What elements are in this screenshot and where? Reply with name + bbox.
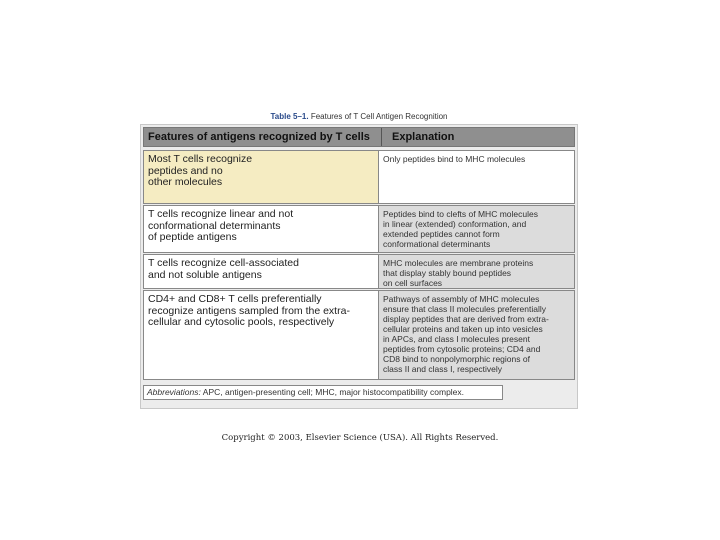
table-row — [143, 150, 575, 204]
copyright-notice: Copyright © 2003, Elsevier Science (USA). All Rights Reserved. — [221, 433, 499, 443]
table-row — [143, 254, 575, 289]
feature-cell: T cells recognize cell-associated and not soluble antigens — [143, 254, 379, 289]
antigen-recognition-table — [140, 124, 578, 409]
caption-label: Table 5–1. — [270, 112, 309, 121]
explanation-cell: Only peptides bind to MHC molecules — [379, 150, 575, 204]
abbreviations-label: Abbreviations: — [147, 387, 201, 397]
explanation-cell: Peptides bind to clefts of MHC molecules in linear (extended) conformation, and extended peptides cannot form conformational determinants — [379, 205, 575, 253]
feature-cell: T cells recognize linear and not conformational determinants of peptide antigens — [143, 205, 379, 253]
caption-title: Features of T Cell Antigen Recognition — [310, 112, 448, 121]
explanation-cell: MHC molecules are membrane proteins that display stably bound peptides on cell surfaces — [379, 254, 575, 289]
header-features: Features of antigens recognized by T cells — [148, 131, 370, 143]
feature-cell: Most T cells recognize peptides and no other molecules — [143, 150, 379, 204]
table-caption — [140, 112, 578, 121]
abbreviations-note — [143, 385, 503, 400]
header-explanation: Explanation — [392, 131, 455, 143]
feature-cell: CD4+ and CD8+ T cells preferentially recognize antigens sampled from the extra- cellular and cytosolic pools, respectively — [143, 290, 379, 380]
table-row — [143, 290, 575, 380]
explanation-cell: Pathways of assembly of MHC molecules ensure that class II molecules preferentially display peptides that are derived from extra- cellular proteins and taken up into vesicles in APCs, and class I molecules present peptides from cytosolic proteins; CD4 and CD8 bind to nonpolymorphic regions of class II and class I, respectively — [379, 290, 575, 380]
table-header — [143, 127, 575, 147]
abbreviations-text: APC, antigen-presenting cell; MHC, major histocompatibility complex. — [202, 387, 465, 397]
table-row — [143, 205, 575, 253]
